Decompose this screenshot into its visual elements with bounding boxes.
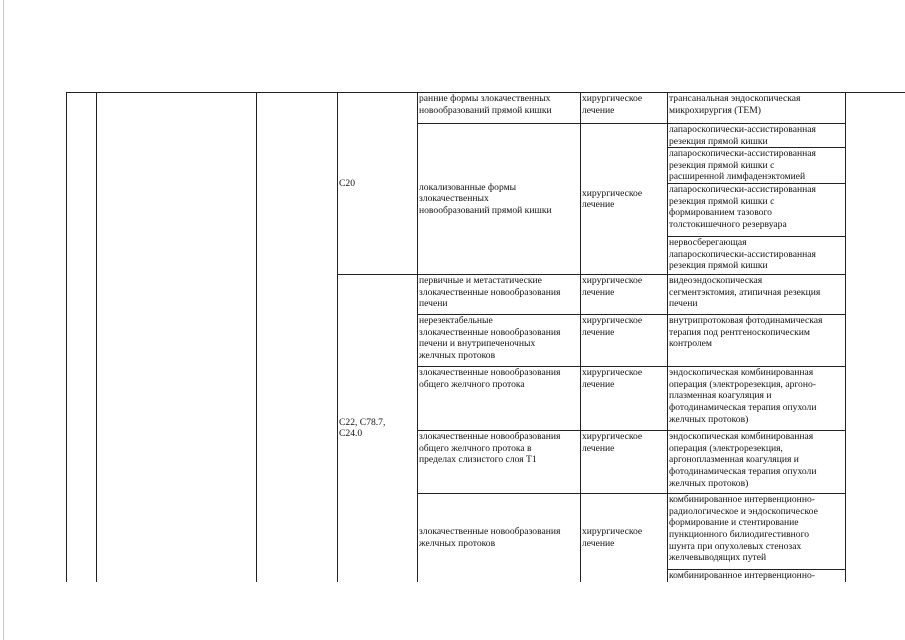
method-cell: трансанальная эндоскопическая микрохирургия (ТЕМ) (668, 93, 846, 124)
method-cell: эндоскопическая комбинированная операция (электрорезекция, аргоно- плазменная коагуляция и фотодинамическая терапия опухоли желчных протоков) (668, 367, 846, 431)
treatment-type-cell: хирургическое лечение (581, 367, 668, 431)
method-cell: комбинированное интервенционно- радиологическое и эндоскопическое формирование и стентирование пункционного билиодигестивного шунта при опухолевых стенозах желчевыводящих путей (668, 494, 846, 570)
diagnosis-cell: ранние формы злокачественных новообразований прямой кишки (418, 93, 581, 124)
diagnosis-cell: злокачественные новообразования общего желчного протока (418, 367, 581, 431)
icd-code-cell: C22, C78.7, C24.0 (338, 275, 418, 582)
diagnosis-cell: первичные и метастатические злокачественные новообразования печени (418, 275, 581, 315)
treatment-table (66, 92, 905, 582)
treatment-type-cell: хирургическое лечение (581, 275, 668, 315)
treatment-type-cell: хирургическое лечение (581, 124, 668, 275)
icd-code-cell: C20 (338, 93, 418, 275)
method-cell: лапароскопически-ассистированная резекция прямой кишки (668, 124, 846, 148)
diagnosis-cell: нерезектабельные злокачественные новообразования печени и внутрипеченочных желчных протоков (418, 315, 581, 367)
method-cell: лапароскопически-ассистированная резекция прямой кишки с формированием тазового толстокишечного резервуара (668, 184, 846, 237)
empty-cell-col8 (846, 93, 905, 582)
method-cell: лапароскопически-ассистированная резекция прямой кишки с расширенной лимфаденэктомией (668, 148, 846, 184)
empty-cell-col1 (67, 93, 97, 582)
method-cell: комбинированное интервенционно- (668, 570, 846, 582)
method-cell: внутрипротоковая фотодинамическая терапия под рентгеноскопическим контролем (668, 315, 846, 367)
table-row (67, 93, 905, 124)
page-edge-line (3, 0, 4, 640)
diagnosis-cell: злокачественные новообразования желчных протоков (418, 494, 581, 582)
treatment-type-cell: хирургическое лечение (581, 431, 668, 494)
method-cell: видеоэндоскопическая сегментэктомия, атипичная резекция печени (668, 275, 846, 315)
diagnosis-cell: локализованные формы злокачественных новообразований прямой кишки (418, 124, 581, 275)
empty-cell-col2 (97, 93, 257, 582)
method-cell: нервосберегающая лапароскопически-ассистированная резекция прямой кишки (668, 237, 846, 275)
treatment-type-cell: хирургическое лечение (581, 494, 668, 582)
method-cell: эндоскопическая комбинированная операция (электрорезекция, аргоноплазменная коагуляция и фотодинамическая терапия опухоли желчных протоков) (668, 431, 846, 494)
diagnosis-cell: злокачественные новообразования общего желчного протока в пределах слизистого слоя Т1 (418, 431, 581, 494)
treatment-type-cell: хирургическое лечение (581, 315, 668, 367)
empty-cell-col3 (257, 93, 338, 582)
treatment-type-cell: хирургическое лечение (581, 93, 668, 124)
